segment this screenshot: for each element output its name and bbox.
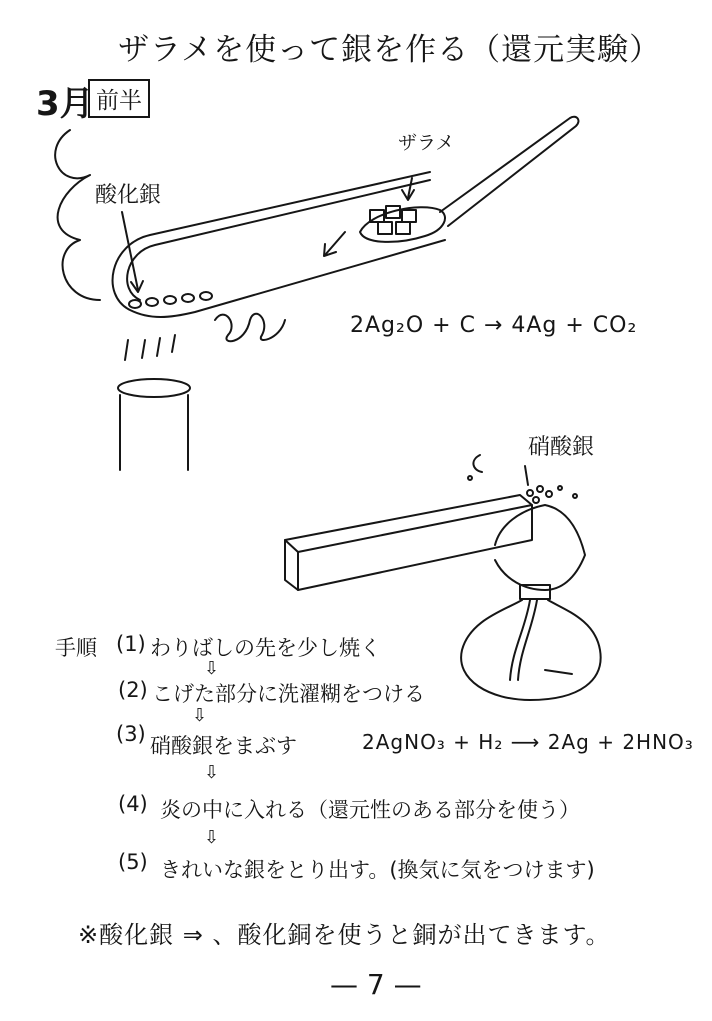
alcohol-lamp [461, 585, 601, 700]
label-silver-oxide: 酸化銀 [95, 183, 162, 208]
test-tube [113, 172, 445, 317]
equation-2: 2AgNO₃ + H₂ ⟶ 2Ag + 2HNO₃ [362, 730, 694, 754]
step-5-number: (5) [118, 850, 148, 874]
step-4-text: 炎の中に入れる（還元性のある部分を使う） [160, 798, 580, 822]
footnote: ※酸化銀 ⇒ 、酸化銅を使うと銅が出てきます。 [78, 921, 611, 949]
step-1-number: (1) [116, 632, 146, 656]
month-label: 3月 [36, 84, 94, 124]
procedure-heading: 手順 [55, 636, 97, 660]
silver-nitrate-crystals [468, 476, 577, 503]
heat-lines [125, 335, 175, 360]
down-arrow-icon: ⇩ [204, 762, 220, 783]
step-1-text: わりばしの先を少し焼く [150, 636, 381, 660]
down-arrow-icon: ⇩ [192, 705, 208, 726]
step-4-number: (4) [118, 792, 148, 816]
step-3-number: (3) [116, 722, 146, 746]
sugar-cubes [370, 206, 416, 234]
month-tag: 前半 [88, 79, 150, 118]
step-5-text: きれいな銀をとり出す。(換気に気をつけます) [160, 858, 595, 882]
step-2-number: (2) [118, 678, 148, 702]
silver-oxide-particles [129, 292, 212, 308]
step-2-text: こげた部分に洗濯糊をつける [152, 682, 425, 706]
step-3-text: 硝酸銀をまぶす [150, 734, 297, 758]
test-tube-inner [127, 180, 430, 300]
down-arrow-icon: ⇩ [204, 827, 220, 848]
label-zarame: ザラメ [398, 132, 455, 154]
label-silver-nitrate: 硝酸銀 [528, 435, 595, 460]
page-number: — 7 — [330, 968, 422, 1001]
equation-1: 2Ag₂O + C → 4Ag + CO₂ [350, 313, 638, 338]
flame [495, 505, 585, 590]
page-title: ザラメを使って銀を作る（還元実験） [118, 32, 662, 68]
burner-left [120, 395, 188, 470]
flame-loops [215, 314, 285, 341]
down-arrow-icon: ⇩ [204, 658, 220, 679]
smoke-curls [55, 130, 100, 300]
